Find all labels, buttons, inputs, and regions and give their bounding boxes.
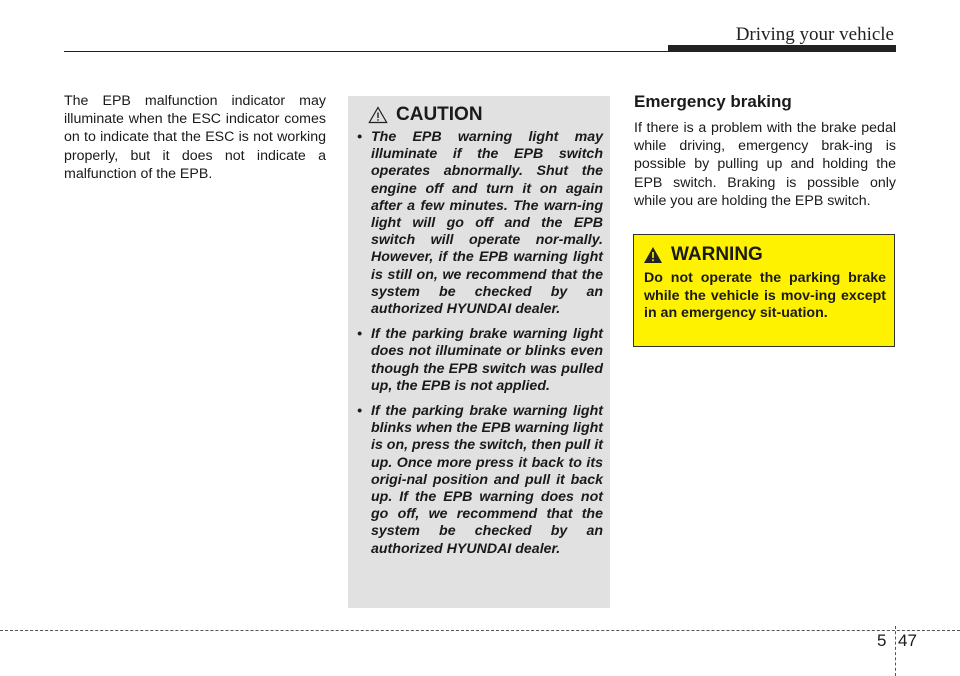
caution-box bbox=[348, 96, 610, 608]
warning-box bbox=[633, 234, 895, 347]
footer-divider bbox=[0, 630, 960, 631]
page-number: 47 bbox=[898, 631, 917, 650]
bullet-icon: • bbox=[357, 403, 362, 420]
caution-item: • The EPB warning light may illuminate if the EPB switch operates abnormally. Shut the engine off and turn it on again after a few minutes. The warn-ing light will go off and the EPB switch will operate nor-mally. However, if the EPB warning light is still on, we recommend that the system be checked by an authorized HYUNDAI dealer. bbox=[357, 129, 603, 318]
caution-item: • If the parking brake warning light blinks when the EPB warning light is on, press the switch, then pull it up. Once more press it back to its origi-nal position and pull it back up. If the EPB warning does not go off, we recommend that the system be checked by an authorized HYUNDAI dealer. bbox=[357, 403, 603, 557]
warning-heading bbox=[643, 244, 763, 266]
caution-list bbox=[357, 129, 603, 566]
header-title: Driving your vehicle bbox=[735, 24, 894, 45]
emergency-braking-heading: Emergency braking bbox=[634, 92, 792, 111]
caution-item: • If the parking brake warning light does not illuminate or blinks even though the EPB switch was pulled up, the EPB is not applied. bbox=[357, 326, 603, 394]
warning-title: WARNING bbox=[671, 244, 763, 265]
epb-indicator-paragraph: The EPB malfunction indicator may illuminate when the ESC indicator comes on to indicate that the ESC is not working properly, but it does not indicate a malfunction of the EPB. bbox=[64, 93, 326, 182]
bullet-icon: • bbox=[357, 129, 362, 145]
footer-page-divider bbox=[895, 626, 896, 676]
caution-title: CAUTION bbox=[396, 104, 483, 125]
caution-heading bbox=[368, 104, 483, 126]
bullet-icon: • bbox=[357, 326, 362, 343]
emergency-braking-paragraph: If there is a problem with the brake pedal while driving, emergency brak-ing is possible by pulling up and holding the EPB switch. Braking is possible only while you are holding the EPB switch. bbox=[634, 120, 896, 209]
header-rule-accent bbox=[668, 45, 896, 52]
warning-triangle-outline-icon bbox=[368, 106, 388, 124]
section-number: 5 bbox=[877, 631, 887, 650]
warning-text: Do not operate the parking brake while the vehicle is mov-ing except in an emergency sit-uation. bbox=[644, 270, 886, 322]
warning-triangle-filled-icon bbox=[643, 246, 663, 264]
